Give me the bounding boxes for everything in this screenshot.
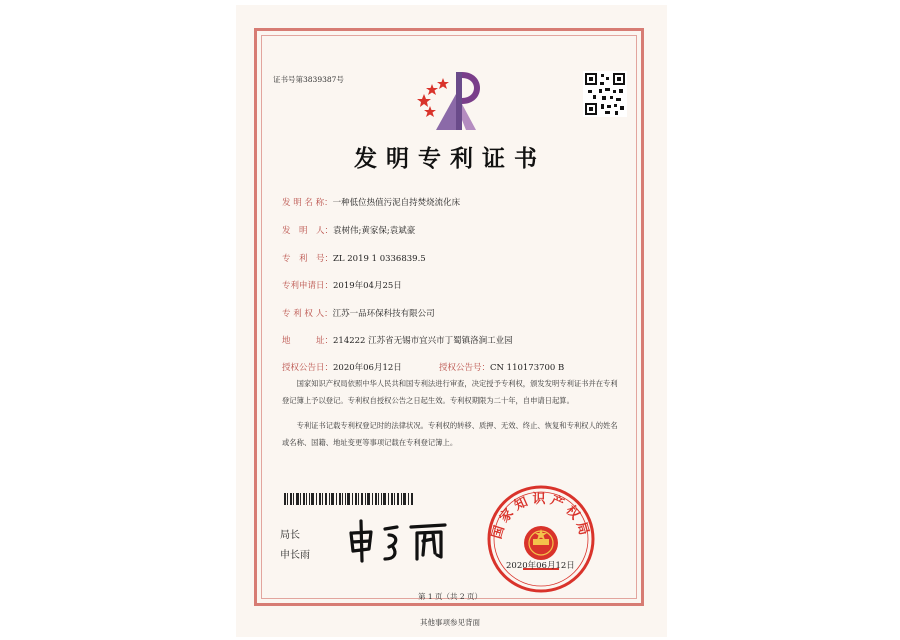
field-invention-name [282, 196, 460, 208]
certificate-number: 证书号第3839387号 [273, 75, 344, 84]
svg-text:国家知识产权局: 国家知识产权局 [489, 492, 593, 541]
grant-date-label: 授权公告日： [282, 363, 334, 373]
filing-date-value: 2019年04月25日 [333, 281, 402, 291]
barcode [284, 493, 414, 505]
publication-number-value: CN 110173700 B [490, 363, 565, 373]
patent-number-label: 专 利 号： [282, 254, 334, 264]
address-label: 地 址： [282, 336, 334, 346]
director-signature [345, 515, 465, 565]
official-seal [485, 483, 597, 595]
invention-name-value: 一种低位热值污泥自持焚烧流化床 [332, 198, 461, 208]
legal-status-paragraph: 专利证书记载专利权登记时的法律状况。专利权的转移、质押、无效、终止、恢复和专利权人的姓名或名称、国籍、地址变更等事项记载在专利登记簿上。 [282, 421, 618, 447]
footer-note: 其他事项参见背面 [420, 618, 480, 627]
field-address [282, 334, 513, 346]
director-name: 申长雨 [280, 550, 310, 561]
page-number: 第 1 页（共 2 页） [417, 592, 483, 601]
certificate-title: 发明专利证书 [354, 145, 546, 172]
inventor-value: 袁树伟;黄家保;袁斌豪 [333, 226, 416, 236]
seal-date: 2020年06月12日 [506, 561, 575, 571]
grant-date-value: 2020年06月12日 [333, 363, 402, 373]
invention-name-label: 发 明 名 称： [282, 198, 333, 208]
patent-number-value: ZL 2019 1 0336839.5 [333, 254, 426, 264]
field-grant-date [282, 361, 402, 373]
field-publication-number [439, 361, 564, 373]
publication-number-label: 授权公告号： [439, 363, 491, 373]
grant-statement-paragraph: 国家知识产权局依照中华人民共和国专利法进行审查，决定授予专利权，颁发发明专利证书并在专利登记簿上予以登记。专利权自授权公告之日起生效。专利权期限为二十年，自申请日起算。 [282, 379, 618, 405]
director-title: 局长 [280, 530, 300, 541]
field-filing-date [282, 279, 402, 291]
filing-date-label: 专利申请日： [282, 281, 334, 291]
patentee-value: 江苏一品环保科技有限公司 [332, 309, 435, 319]
cnipa-logo [416, 64, 488, 134]
address-value: 214222 江苏省无锡市宜兴市丁蜀镇洛涧工业园 [333, 336, 513, 346]
patentee-label: 专 利 权 人： [282, 309, 333, 319]
inventor-label: 发 明 人： [282, 226, 334, 236]
field-inventor [282, 224, 415, 236]
qr-code [583, 71, 627, 117]
field-patentee [282, 307, 435, 319]
field-patent-number [282, 252, 426, 264]
